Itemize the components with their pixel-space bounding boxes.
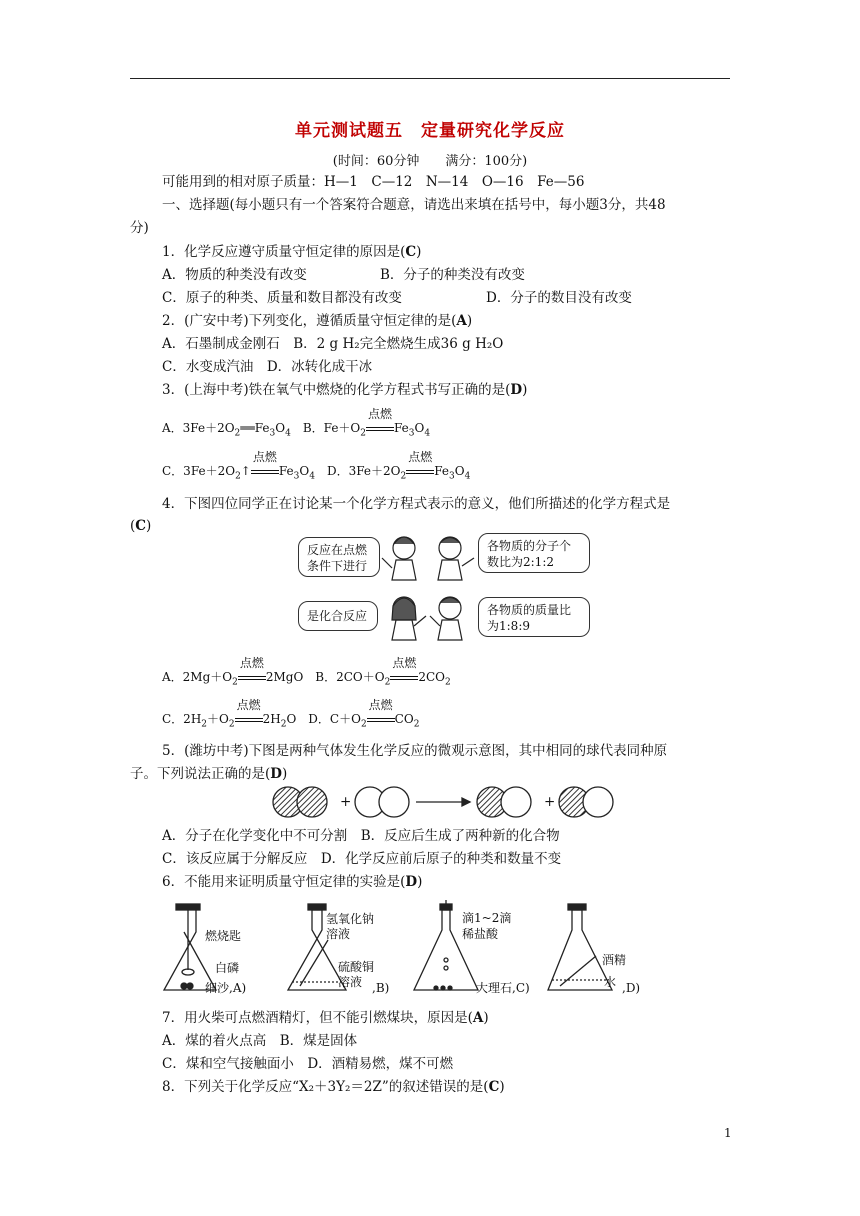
q4-options-cd: C．$2H_2+O_2$ 点燃 $2H_2O$ D．$C+O_2$ 点燃 $CO_2$ [162,698,420,730]
q3-answer: D [510,382,523,398]
label-spoon: 燃烧匙 [205,929,242,943]
plus-sign-1: + [340,794,352,810]
bubble-mass-ratio: 各物质的质量比为1:8:9 [478,597,590,637]
atomic-masses: 可能用到的相对原子质量：H—1 C—12 N—14 O—16 Fe—56 [162,174,585,190]
q4-answer: C [135,518,147,534]
label-water: 水 [604,975,617,989]
label-white-phosphorus: 白磷 [215,961,240,975]
top-rule [130,78,730,79]
q3-stem: 3．(上海中考)铁在氧气中燃烧的化学方程式书写正确的是(D) [162,382,528,398]
section-intro-2: 分) [130,220,149,236]
q5-answer: D [270,766,282,782]
q7-options-ab: A．煤的着火点高 B．煤是固体 [162,1033,358,1049]
bubble-combination: 是化合反应 [298,601,378,631]
section-intro-1: 一、选择题(每小题只有一个答案符合题意，请选出来填在括号中，每小题3分，共48 [162,197,666,213]
label-sand-a: 细沙,A) [205,981,247,995]
q1-answer: C [405,244,417,260]
label-naoh: 氢氧化钠 溶液 [326,912,375,941]
q8-answer: C [488,1079,500,1095]
q3-options-ab: A．$3Fe+2O_2══Fe_3O_4$ B．$Fe+O_2$ 点燃 $Fe_3O_4$ [162,407,431,439]
q2-options-ab: A．石墨制成金刚石 B．2 g H₂完全燃烧生成36 g H₂O [162,336,504,352]
q6-stem: 6．不能用来证明质量守恒定律的实验是(D) [162,874,423,890]
q1-option-a: A．物质的种类没有改变 [162,267,307,283]
q2-options-cd: C．水变成汽油 D．冰转化成干冰 [162,359,373,375]
q5-stem-1: 5．(潍坊中考)下图是两种气体发生化学反应的微观示意图，其中相同的球代表同种原 [162,743,668,759]
q7-options-cd: C．煤和空气接触面小 D．酒精易燃，煤不可燃 [162,1056,454,1072]
q1-stem: 1．化学反应遵守质量守恒定律的原因是(C) [162,244,422,260]
label-cuso4: 硫酸铜 溶液 [338,960,375,989]
q2-answer: A [456,313,467,329]
label-d: ,D) [622,981,641,995]
q7-answer: A [472,1010,484,1026]
students-illustration [380,528,480,644]
bubble-molecule-ratio: 各物质的分子个数比为2:1:2 [478,533,590,573]
plus-sign-2: + [544,794,556,810]
q3-options-cd: C．$3Fe+2O_2↑$ 点燃 $Fe_3O_4$ D．$3Fe+2O_2$ 点燃 $Fe_3O_4$ [162,450,471,482]
bubble-condition: 反应在点燃条件下进行 [298,537,380,577]
q5-stem-2: 子。下列说法正确的是(D) [130,766,288,782]
q1-option-d: D．分子的数目没有改变 [486,290,632,306]
q5-options-ab: A．分子在化学变化中不可分割 B．反应后生成了两种新的化合物 [162,828,560,844]
q2-stem: 2．(广安中考)下列变化，遵循质量守恒定律的是(A) [162,313,473,329]
page-title: 单元测试题五 定量研究化学反应 [295,121,565,141]
label-hcl: 滴1~2滴 稀盐酸 [462,911,512,941]
exam-info: (时间：60分钟 满分：100分) [332,154,528,169]
q1-option-c: C．原子的种类、质量和数目都没有改变 [162,290,402,306]
label-marble: 大理石,C) [476,981,530,995]
q1-option-b: B．分子的种类没有改变 [380,267,525,283]
q8-stem: 8．下列关于化学反应“X₂＋3Y₂＝2Z”的叙述错误的是(C) [162,1079,505,1095]
q4-stem-1: 4．下图四位同学正在讨论某一个化学方程式表示的意义，他们所描述的化学方程式是 [162,496,671,512]
reaction-micro-diagram [268,782,622,822]
label-alcohol: 酒精 [602,953,627,967]
q4-stem-2: (C) [130,518,152,534]
q7-stem: 7．用火柴可点燃酒精灯，但不能引燃煤块，原因是(A) [162,1010,489,1026]
q6-answer: D [405,874,418,890]
page-number: 1 [724,1126,732,1140]
label-b: ,B) [372,981,390,995]
q5-options-cd: C．该反应属于分解反应 D．化学反应前后原子的种类和数量不变 [162,851,562,867]
q4-options-ab: A．$2Mg+O_2$ 点燃 2MgO B．$2CO+O_2$ 点燃 $2CO_2$ [162,656,451,688]
